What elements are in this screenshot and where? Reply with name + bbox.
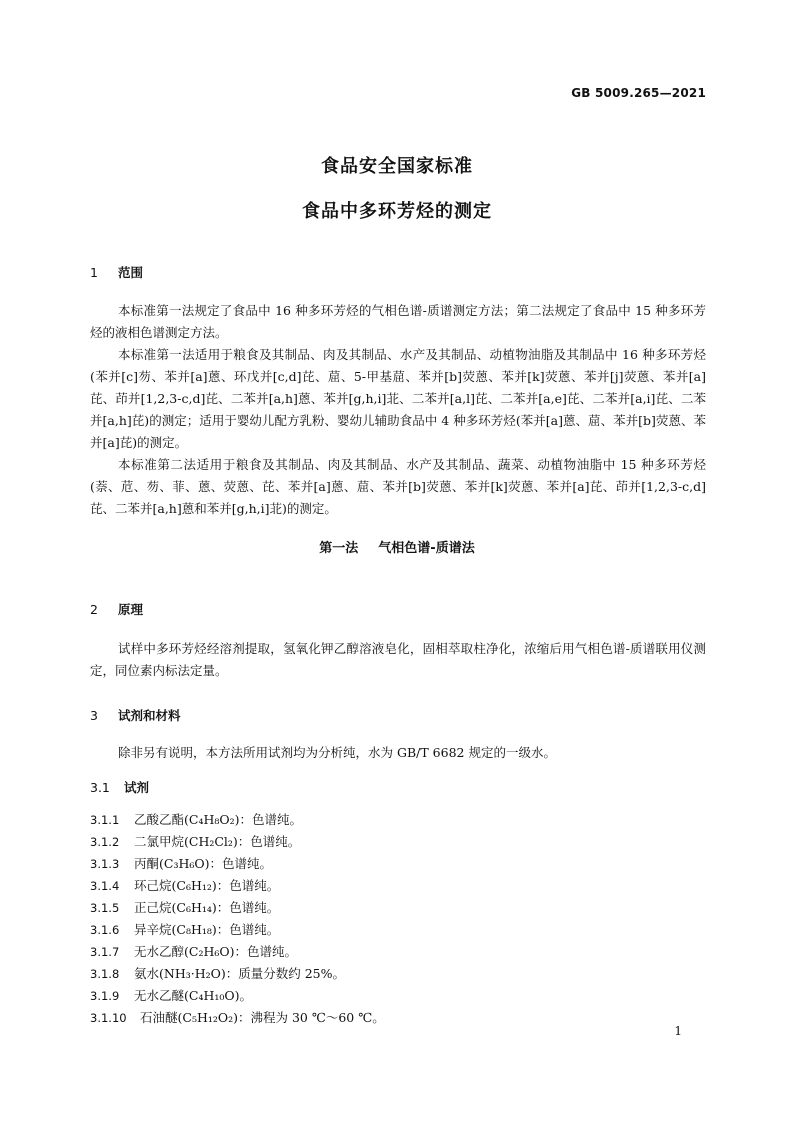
section-title: 试剂和材料 — [118, 708, 181, 723]
reagent-number: 3.1.4 — [90, 879, 120, 893]
reagent-text: 异辛烷(C₈H₁₈)：色谱纯。 — [134, 922, 280, 937]
scope-paragraph-1: 本标准第一法规定了食品中 16 种多环芳烃的气相色谱-质谱测定方法；第二法规定了食品中 15 种多环芳烃的液相色谱测定方法。 — [90, 303, 706, 340]
method-name: 气相色谱-质谱法 — [378, 541, 475, 556]
reagent-item — [90, 920, 279, 938]
page-number: 1 — [674, 1024, 682, 1038]
document-title-line1: 食品安全国家标准 — [321, 156, 473, 177]
reagent-text: 乙酸乙酯(C₄H₈O₂)：色谱纯。 — [134, 812, 302, 827]
reagent-text: 环己烷(C₆H₁₂)：色谱纯。 — [134, 878, 280, 893]
scope-paragraph-2: 本标准第一法适用于粮食及其制品、肉及其制品、水产及其制品、动植物油脂及其制品中 16 种多环芳烃(苯并[c]芴、苯并[a]蒽、环戊并[c,d]芘、䓛、5-甲基䓛、苯并[b]荧蒽、苯并[k]荧蒽、苯并[j]荧蒽、苯并[a]芘、茚并[1,2,3-c,d]芘、二苯并[a,h]蒽、苯并[g,h,i]苝、二苯并[a,l]芘、二苯并[a,e]芘、二苯并[a,i]芘、二苯并[a,h]芘)的测定；适用于婴幼儿配方乳粉、婴幼儿辅助食品中 4 种多环芳烃(苯并[a]蒽、䓛、苯并[b]荧蒽、苯并[a]芘)的测定。 — [90, 347, 706, 450]
reagent-item — [90, 1008, 385, 1026]
reagent-text: 氨水(NH₃·H₂O)：质量分数约 25%。 — [134, 966, 345, 981]
reagent-number: 3.1.5 — [90, 901, 120, 915]
reagent-text: 无水乙醇(C₂H₆O)：色谱纯。 — [134, 944, 297, 959]
method-one-heading — [0, 537, 794, 556]
reagent-text: 丙酮(C₃H₆O)：色谱纯。 — [134, 856, 272, 871]
section-heading-principle — [90, 600, 143, 618]
section-heading-reagents-materials — [90, 706, 181, 724]
section-title: 原理 — [118, 602, 144, 617]
subsection-title: 试剂 — [124, 780, 150, 795]
reagent-number: 3.1.6 — [90, 923, 120, 937]
standard-number: GB 5009.265—2021 — [571, 86, 706, 100]
reagent-number: 3.1.3 — [90, 857, 120, 871]
subsection-heading-reagents — [90, 778, 149, 796]
reagent-item — [90, 854, 272, 872]
section-number: 2 — [90, 602, 98, 617]
reagent-item — [90, 942, 297, 960]
reagent-text: 二氯甲烷(CH₂Cl₂)：色谱纯。 — [134, 834, 301, 849]
reagent-number: 3.1.7 — [90, 945, 120, 959]
reagent-item — [90, 964, 345, 982]
scope-paragraph-3: 本标准第二法适用于粮食及其制品、肉及其制品、水产及其制品、蔬菜、动植物油脂中 15 种多环芳烃(萘、苊、芴、菲、蒽、荧蒽、芘、苯并[a]蒽、䓛、苯并[b]荧蒽、苯并[k]荧蒽、苯并[a]芘、茚并[1,2,3-c,d]芘、二苯并[a,h]蒽和苯并[g,h,i]苝)的测定。 — [90, 457, 706, 516]
method-label: 第一法 — [319, 541, 359, 556]
principle-paragraph: 试样中多环芳烃经溶剂提取，氢氧化钾乙醇溶液皂化，固相萃取柱净化，浓缩后用气相色谱-质谱联用仪测定，同位素内标法定量。 — [90, 641, 706, 678]
reagent-number: 3.1.9 — [90, 989, 120, 1003]
reagent-item — [90, 832, 300, 850]
reagent-item — [90, 898, 279, 916]
reagents-materials-paragraph: 除非另有说明，本方法所用试剂均为分析纯，水为 GB/T 6682 规定的一级水。 — [118, 745, 556, 760]
reagent-number: 3.1.2 — [90, 835, 120, 849]
reagent-item — [90, 876, 279, 894]
section-heading-scope — [90, 263, 143, 281]
reagent-number: 3.1.1 — [90, 813, 120, 827]
reagent-text: 正己烷(C₆H₁₄)：色谱纯。 — [134, 900, 280, 915]
reagent-item — [90, 986, 252, 1004]
subsection-number: 3.1 — [90, 780, 110, 795]
reagent-number: 3.1.8 — [90, 967, 120, 981]
document-title-line2: 食品中多环芳烃的测定 — [302, 201, 492, 222]
section-number: 1 — [90, 265, 98, 280]
reagent-number: 3.1.10 — [90, 1011, 127, 1025]
reagent-text: 无水乙醚(C₄H₁₀O)。 — [134, 988, 252, 1003]
reagent-text: 石油醚(C₅H₁₂O₂)：沸程为 30 ℃～60 ℃。 — [140, 1010, 385, 1025]
reagent-item — [90, 810, 302, 828]
section-title: 范围 — [118, 265, 144, 280]
section-number: 3 — [90, 708, 98, 723]
